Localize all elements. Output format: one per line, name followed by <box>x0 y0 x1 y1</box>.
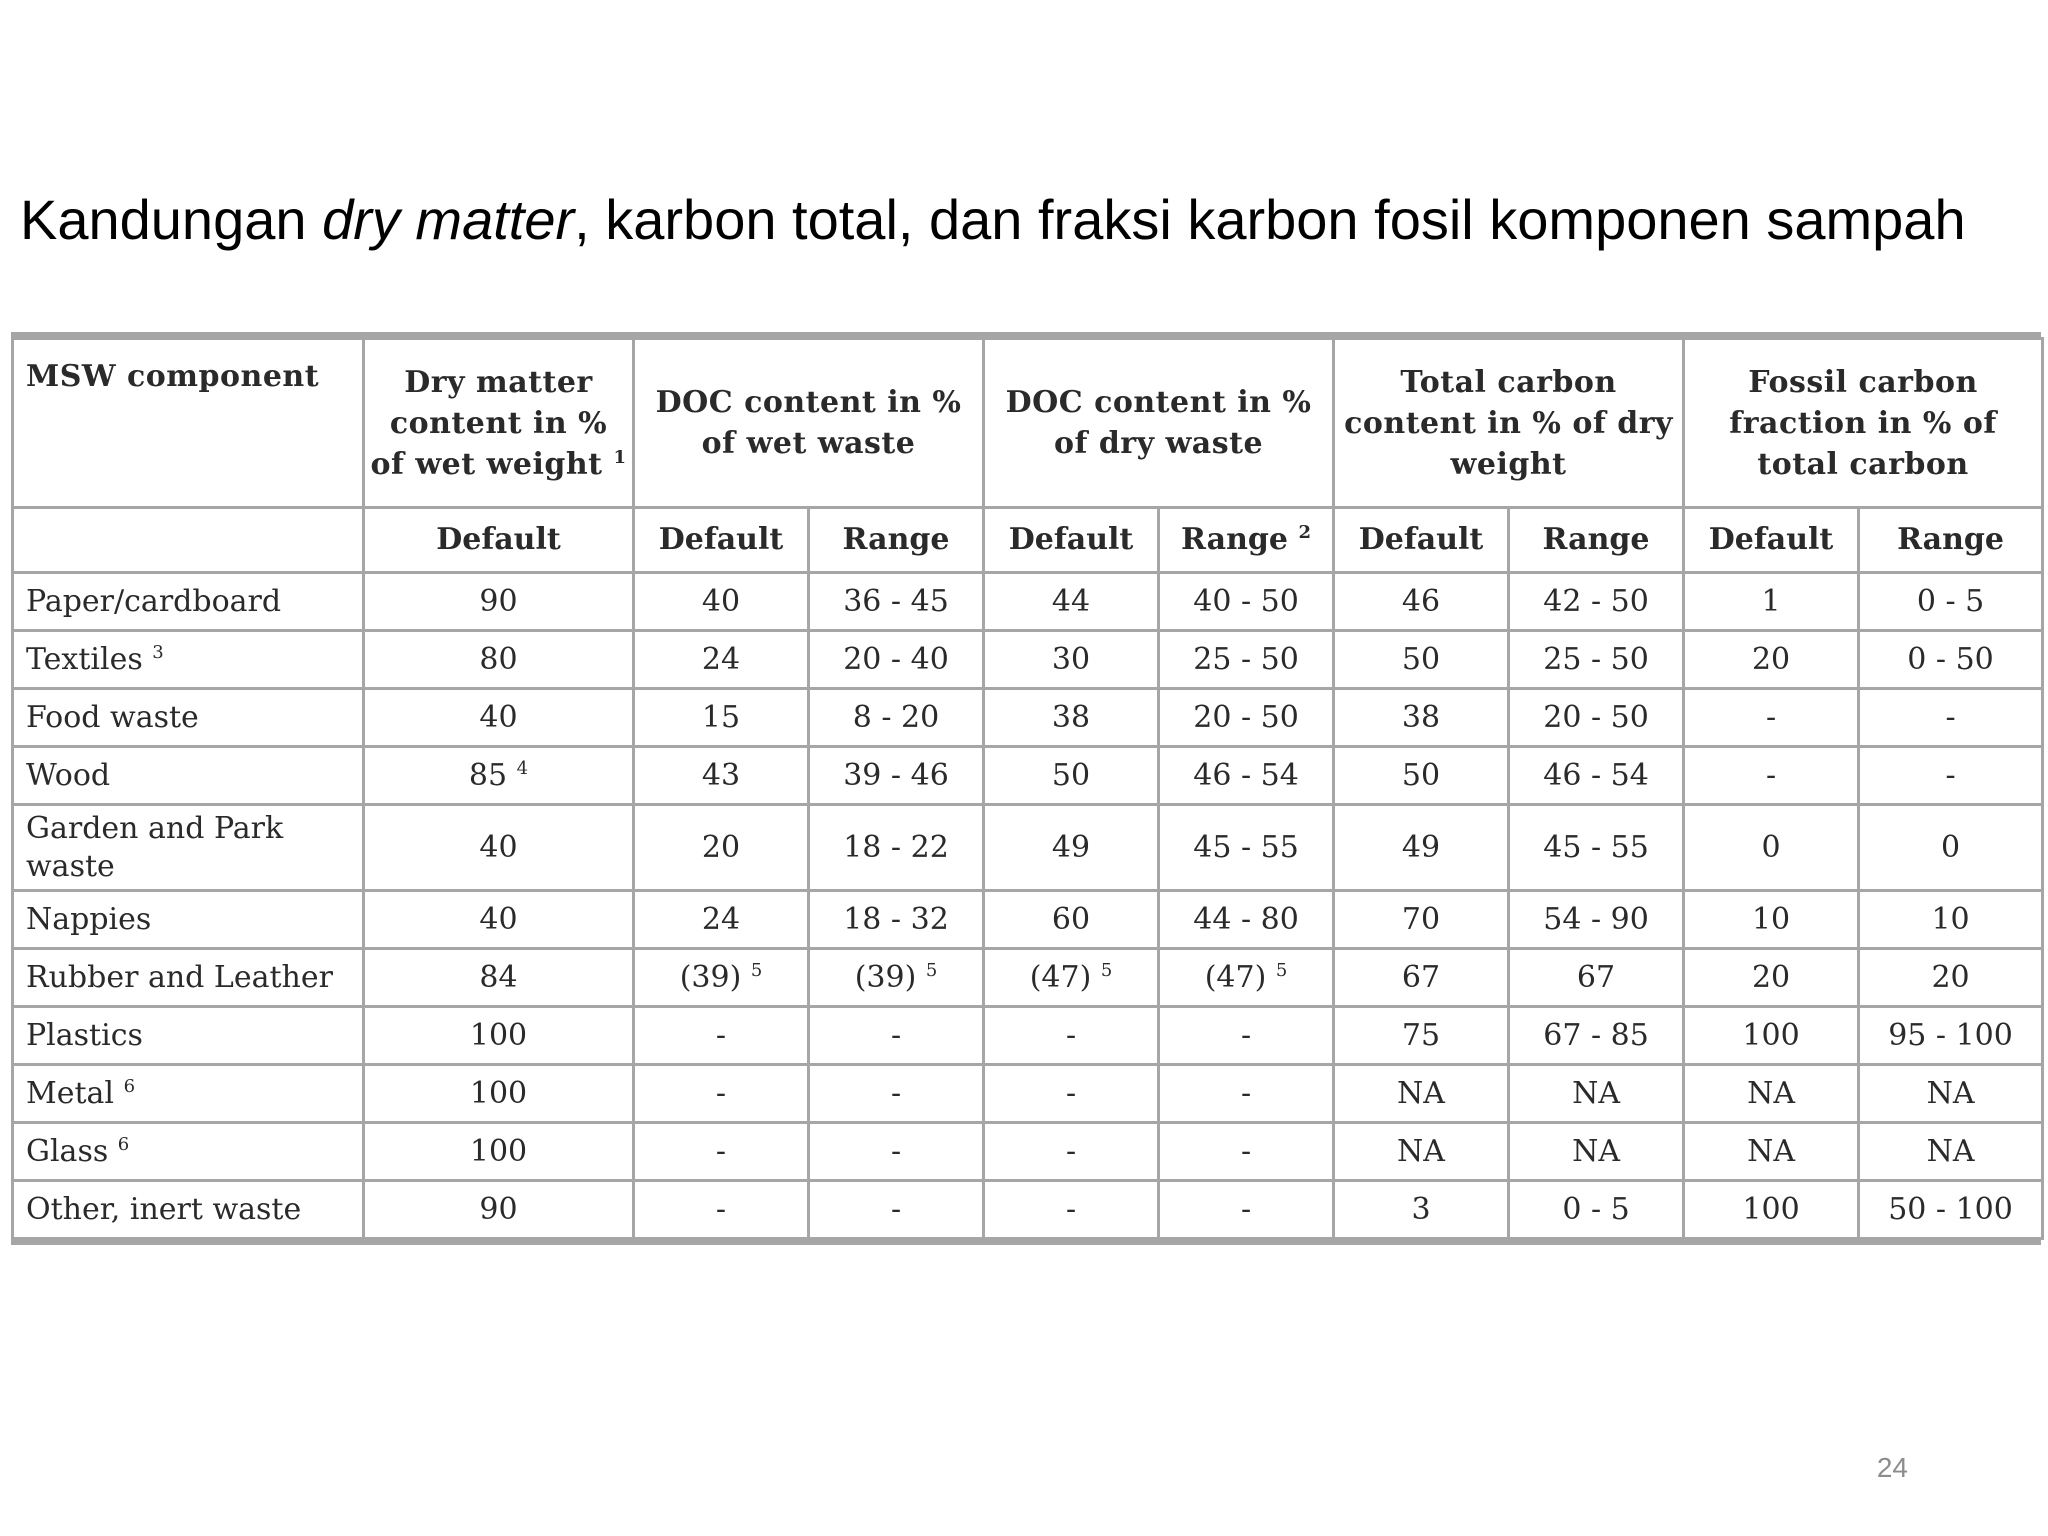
footnote-marker: 6 <box>117 1133 130 1155</box>
subheader-default: Default <box>364 508 634 573</box>
cell-doc-dry-default <box>984 1065 1159 1123</box>
cell-value: 20 <box>1751 641 1791 677</box>
cell-component-name <box>13 747 364 805</box>
footnote-marker: 1 <box>613 446 627 468</box>
cell-value: 18 - 22 <box>843 829 949 865</box>
cell-value: 46 - 54 <box>1543 757 1649 793</box>
cell-value: 0 <box>1940 829 1961 865</box>
cell-fossil-carbon-range <box>1859 949 2043 1007</box>
cell-dry-matter-default <box>364 805 634 891</box>
cell-value: 10 <box>1931 901 1970 937</box>
cell-value: - <box>1065 1017 1077 1053</box>
subheader-range: Range <box>809 508 984 573</box>
cell-value: - <box>715 1017 727 1053</box>
cell-value: - <box>715 1133 727 1169</box>
subheader-default: Default <box>984 508 1159 573</box>
cell-doc-wet-default <box>634 689 809 747</box>
cell-value: (39) <box>854 959 917 995</box>
cell-dry-matter-default <box>364 689 634 747</box>
cell-value: NA <box>1926 1075 1975 1111</box>
cell-value: 24 <box>701 641 741 677</box>
cell-value: 95 - 100 <box>1888 1017 2013 1053</box>
cell-value: 45 - 55 <box>1193 829 1299 865</box>
cell-fossil-carbon-default <box>1684 1181 1859 1239</box>
cell-dry-matter-default <box>364 1007 634 1065</box>
footnote-marker: 5 <box>1100 959 1113 981</box>
cell-doc-wet-range <box>809 805 984 891</box>
cell-value: Garden and Park waste <box>26 810 284 884</box>
table-row <box>13 1007 2043 1065</box>
cell-doc-dry-default <box>984 1123 1159 1181</box>
cell-fossil-carbon-default <box>1684 1065 1859 1123</box>
cell-value: Other, inert waste <box>26 1191 302 1227</box>
header-dry-matter <box>364 339 634 508</box>
cell-doc-dry-range <box>1159 747 1334 805</box>
cell-value: Nappies <box>26 901 152 937</box>
cell-total-carbon-default <box>1334 805 1509 891</box>
title-text-after: , karbon total, dan fraksi karbon fosil komponen sampah <box>574 188 1966 251</box>
cell-value: NA <box>1572 1133 1620 1169</box>
cell-fossil-carbon-default <box>1684 631 1859 689</box>
title-text-emphasis: dry matter <box>322 188 575 251</box>
cell-fossil-carbon-default <box>1684 573 1859 631</box>
footnote-marker: 3 <box>152 641 164 663</box>
footnote-marker: 2 <box>1298 522 1311 543</box>
cell-component-name <box>13 891 364 949</box>
cell-value: Food waste <box>26 699 199 735</box>
cell-doc-dry-range <box>1159 631 1334 689</box>
table-row <box>13 1181 2043 1239</box>
cell-value: 38 <box>1051 699 1091 735</box>
cell-value: 70 <box>1401 901 1441 937</box>
table-row <box>13 891 2043 949</box>
cell-value: - <box>1065 1191 1077 1227</box>
cell-doc-wet-range <box>809 1123 984 1181</box>
cell-fossil-carbon-default <box>1684 1123 1859 1181</box>
cell-value: 54 - 90 <box>1543 901 1649 937</box>
cell-fossil-carbon-range <box>1859 1181 2043 1239</box>
cell-doc-wet-default <box>634 805 809 891</box>
cell-total-carbon-range <box>1509 1065 1684 1123</box>
cell-value: 20 - 50 <box>1543 699 1649 735</box>
cell-value: 40 <box>479 901 518 937</box>
cell-fossil-carbon-range <box>1859 1065 2043 1123</box>
cell-fossil-carbon-default <box>1684 949 1859 1007</box>
cell-component-name <box>13 573 364 631</box>
cell-total-carbon-default <box>1334 1007 1509 1065</box>
cell-value: Metal <box>26 1075 115 1111</box>
cell-doc-dry-default <box>984 805 1159 891</box>
cell-value: 46 - 54 <box>1193 757 1299 793</box>
cell-doc-wet-default <box>634 949 809 1007</box>
cell-value: - <box>1945 699 1956 735</box>
cell-total-carbon-range <box>1509 631 1684 689</box>
cell-value: 49 <box>1051 829 1091 865</box>
cell-value: - <box>1065 1133 1077 1169</box>
cell-doc-dry-range <box>1159 891 1334 949</box>
cell-value: 20 - 50 <box>1193 699 1299 735</box>
cell-value: 25 - 50 <box>1193 641 1299 677</box>
cell-fossil-carbon-range <box>1859 631 2043 689</box>
header-total-carbon-text: Total carbon content in % of dry weight <box>1344 364 1673 482</box>
cell-fossil-carbon-range <box>1859 1123 2043 1181</box>
cell-doc-dry-range <box>1159 949 1334 1007</box>
cell-fossil-carbon-range <box>1859 805 2043 891</box>
cell-value: 75 <box>1401 1017 1441 1053</box>
cell-doc-wet-range <box>809 1007 984 1065</box>
cell-value: NA <box>1397 1133 1445 1169</box>
cell-value: 90 <box>479 583 518 619</box>
cell-value: NA <box>1926 1133 1975 1169</box>
cell-total-carbon-default <box>1334 1181 1509 1239</box>
cell-value: 67 - 85 <box>1543 1017 1649 1053</box>
cell-value: 24 <box>701 901 741 937</box>
footnote-marker: 5 <box>925 959 938 981</box>
footnote-marker: 4 <box>516 757 529 779</box>
cell-doc-wet-range <box>809 949 984 1007</box>
cell-doc-dry-default <box>984 891 1159 949</box>
cell-value: 67 <box>1576 959 1616 995</box>
cell-total-carbon-default <box>1334 631 1509 689</box>
cell-doc-dry-default <box>984 573 1159 631</box>
cell-doc-dry-default <box>984 631 1159 689</box>
cell-total-carbon-default <box>1334 689 1509 747</box>
cell-component-name <box>13 631 364 689</box>
header-doc-dry-text: DOC content in % of dry waste <box>1005 385 1312 461</box>
header-msw-component <box>13 339 364 508</box>
cell-fossil-carbon-default <box>1684 891 1859 949</box>
subheader-range-with-note <box>1159 508 1334 573</box>
cell-fossil-carbon-range <box>1859 573 2043 631</box>
cell-value: 40 <box>479 699 518 735</box>
cell-total-carbon-range <box>1509 805 1684 891</box>
cell-value: NA <box>1397 1075 1445 1111</box>
cell-value: 0 - 50 <box>1907 641 1994 677</box>
cell-component-name <box>13 949 364 1007</box>
cell-total-carbon-default <box>1334 891 1509 949</box>
cell-component-name <box>13 1123 364 1181</box>
cell-doc-wet-default <box>634 747 809 805</box>
cell-doc-wet-default <box>634 1181 809 1239</box>
cell-component-name <box>13 1065 364 1123</box>
cell-value: 44 <box>1051 583 1091 619</box>
subheader-default: Default <box>1334 508 1509 573</box>
cell-doc-wet-range <box>809 1181 984 1239</box>
cell-fossil-carbon-range <box>1859 689 2043 747</box>
cell-doc-dry-default <box>984 1007 1159 1065</box>
cell-value: 50 <box>1051 757 1091 793</box>
cell-component-name <box>13 805 364 891</box>
cell-value: - <box>1240 1191 1252 1227</box>
cell-value: 15 <box>701 699 741 735</box>
cell-total-carbon-default <box>1334 747 1509 805</box>
footnote-marker: 6 <box>123 1075 136 1097</box>
header-doc-wet <box>634 339 984 508</box>
cell-dry-matter-default <box>364 1123 634 1181</box>
cell-dry-matter-default <box>364 949 634 1007</box>
cell-value: 36 - 45 <box>843 583 949 619</box>
cell-component-name <box>13 1007 364 1065</box>
cell-value: 100 <box>469 1133 528 1169</box>
cell-doc-dry-range <box>1159 689 1334 747</box>
cell-value: 43 <box>701 757 741 793</box>
cell-value: 20 - 40 <box>843 641 949 677</box>
cell-value: Plastics <box>26 1017 143 1053</box>
cell-doc-wet-default <box>634 1007 809 1065</box>
subheader-range: Range <box>1509 508 1684 573</box>
header-doc-wet-text: DOC content in % of wet waste <box>655 385 962 461</box>
header-msw-component-text: MSW component <box>26 359 320 394</box>
table-row <box>13 1065 2043 1123</box>
subheader-range-text: Range <box>1181 522 1288 557</box>
cell-fossil-carbon-range <box>1859 891 2043 949</box>
cell-doc-dry-default <box>984 949 1159 1007</box>
cell-value: - <box>890 1075 902 1111</box>
cell-value: - <box>1765 699 1777 735</box>
cell-value: - <box>1765 757 1777 793</box>
cell-doc-wet-default <box>634 631 809 689</box>
subheader-default: Default <box>1684 508 1859 573</box>
cell-value: 100 <box>1742 1191 1800 1227</box>
cell-value: 0 - 5 <box>1562 1191 1630 1227</box>
cell-value: 20 <box>701 829 741 865</box>
slide-title <box>20 186 1966 254</box>
cell-doc-dry-range <box>1159 1181 1334 1239</box>
cell-doc-wet-range <box>809 747 984 805</box>
table-row <box>13 689 2043 747</box>
cell-value: 3 <box>1411 1191 1431 1227</box>
cell-value: 50 <box>1401 641 1441 677</box>
cell-value: 44 - 80 <box>1193 901 1299 937</box>
cell-value: Textiles <box>26 641 143 677</box>
cell-value: 18 - 32 <box>843 901 949 937</box>
cell-value: 100 <box>469 1075 528 1111</box>
cell-doc-wet-default <box>634 891 809 949</box>
table-row <box>13 631 2043 689</box>
cell-dry-matter-default <box>364 573 634 631</box>
cell-value: 49 <box>1401 829 1441 865</box>
cell-doc-wet-range <box>809 1065 984 1123</box>
footnote-marker: 5 <box>750 959 763 981</box>
header-total-carbon <box>1334 339 1684 508</box>
cell-total-carbon-range <box>1509 949 1684 1007</box>
cell-value: - <box>890 1017 902 1053</box>
title-text-before: Kandungan <box>20 188 323 251</box>
cell-doc-dry-default <box>984 689 1159 747</box>
cell-fossil-carbon-default <box>1684 689 1859 747</box>
cell-doc-wet-range <box>809 631 984 689</box>
header-fossil-carbon <box>1684 339 2043 508</box>
cell-value: 50 - 100 <box>1888 1191 2013 1227</box>
cell-value: 0 <box>1761 829 1781 865</box>
cell-value: Wood <box>26 757 111 793</box>
header-dry-matter-text: Dry matter content in % of wet weight <box>370 364 608 482</box>
cell-value: 30 <box>1051 641 1091 677</box>
cell-value: - <box>890 1191 902 1227</box>
cell-value: - <box>1945 757 1956 793</box>
cell-fossil-carbon-default <box>1684 747 1859 805</box>
header-doc-dry <box>984 339 1334 508</box>
table-row <box>13 573 2043 631</box>
cell-doc-dry-default <box>984 747 1159 805</box>
cell-value: 1 <box>1761 583 1781 619</box>
msw-carbon-table-frame <box>11 332 2041 1245</box>
cell-doc-dry-default <box>984 1181 1159 1239</box>
cell-value: 100 <box>469 1017 528 1053</box>
cell-doc-dry-range <box>1159 573 1334 631</box>
subheader-empty <box>13 508 364 573</box>
cell-doc-wet-range <box>809 573 984 631</box>
cell-value: 10 <box>1751 901 1791 937</box>
cell-fossil-carbon-range <box>1859 747 2043 805</box>
cell-component-name <box>13 1181 364 1239</box>
cell-value: - <box>1065 1075 1077 1111</box>
cell-doc-dry-range <box>1159 1065 1334 1123</box>
cell-fossil-carbon-range <box>1859 1007 2043 1065</box>
cell-value: 40 <box>701 583 741 619</box>
cell-value: 8 - 20 <box>852 699 940 735</box>
cell-value: 0 - 5 <box>1916 583 1985 619</box>
cell-doc-wet-default <box>634 573 809 631</box>
cell-value: Glass <box>26 1133 109 1169</box>
cell-value: 20 <box>1751 959 1791 995</box>
cell-value: 50 <box>1401 757 1441 793</box>
table-row <box>13 805 2043 891</box>
cell-value: - <box>715 1075 727 1111</box>
header-row <box>13 339 2043 508</box>
cell-total-carbon-range <box>1509 747 1684 805</box>
cell-total-carbon-range <box>1509 689 1684 747</box>
cell-doc-wet-default <box>634 1065 809 1123</box>
cell-value: - <box>715 1191 727 1227</box>
cell-value: (47) <box>1029 959 1092 995</box>
footnote-marker: 5 <box>1275 959 1288 981</box>
cell-value: NA <box>1747 1075 1795 1111</box>
cell-fossil-carbon-default <box>1684 805 1859 891</box>
cell-dry-matter-default <box>364 1181 634 1239</box>
cell-value: 100 <box>1742 1017 1800 1053</box>
cell-doc-dry-range <box>1159 1123 1334 1181</box>
cell-value: 60 <box>1051 901 1091 937</box>
cell-value: 39 - 46 <box>843 757 949 793</box>
cell-value: - <box>1240 1133 1252 1169</box>
table-body <box>13 573 2043 1239</box>
cell-value: Rubber and Leather <box>26 959 333 995</box>
cell-total-carbon-default <box>1334 949 1509 1007</box>
cell-total-carbon-range <box>1509 891 1684 949</box>
cell-value: - <box>1240 1075 1252 1111</box>
msw-carbon-table <box>11 337 2044 1240</box>
cell-value: NA <box>1572 1075 1620 1111</box>
table-row <box>13 1123 2043 1181</box>
cell-value: 84 <box>479 959 518 995</box>
cell-total-carbon-range <box>1509 1123 1684 1181</box>
cell-value: 38 <box>1401 699 1441 735</box>
cell-dry-matter-default <box>364 631 634 689</box>
cell-value: 67 <box>1401 959 1441 995</box>
cell-value: 40 - 50 <box>1193 583 1299 619</box>
cell-value: 25 - 50 <box>1543 641 1649 677</box>
cell-total-carbon-range <box>1509 1181 1684 1239</box>
cell-value: 90 <box>479 1191 518 1227</box>
cell-total-carbon-default <box>1334 1123 1509 1181</box>
cell-value: 46 <box>1401 583 1441 619</box>
cell-value: (39) <box>679 959 742 995</box>
cell-value: (47) <box>1204 959 1267 995</box>
cell-component-name <box>13 689 364 747</box>
cell-doc-dry-range <box>1159 805 1334 891</box>
cell-total-carbon-default <box>1334 1065 1509 1123</box>
cell-value: - <box>1240 1017 1252 1053</box>
cell-doc-wet-range <box>809 689 984 747</box>
cell-total-carbon-default <box>1334 573 1509 631</box>
subheader-row <box>13 508 2043 573</box>
subheader-default: Default <box>634 508 809 573</box>
table-row <box>13 949 2043 1007</box>
cell-value: 40 <box>479 829 518 865</box>
cell-value: 85 <box>468 757 508 793</box>
cell-doc-dry-range <box>1159 1007 1334 1065</box>
cell-dry-matter-default <box>364 891 634 949</box>
cell-doc-wet-default <box>634 1123 809 1181</box>
cell-value: NA <box>1747 1133 1795 1169</box>
cell-value: - <box>890 1133 902 1169</box>
subheader-range: Range <box>1859 508 2043 573</box>
cell-value: 45 - 55 <box>1543 829 1649 865</box>
table-row <box>13 747 2043 805</box>
cell-dry-matter-default <box>364 1065 634 1123</box>
header-fossil-carbon-text: Fossil carbon fraction in % of total carbon <box>1729 364 1997 482</box>
cell-value: 80 <box>479 641 518 677</box>
cell-total-carbon-range <box>1509 573 1684 631</box>
cell-dry-matter-default <box>364 747 634 805</box>
cell-doc-wet-range <box>809 891 984 949</box>
page-number: 24 <box>1876 1452 1908 1483</box>
cell-total-carbon-range <box>1509 1007 1684 1065</box>
cell-fossil-carbon-default <box>1684 1007 1859 1065</box>
cell-value: 20 <box>1931 959 1970 995</box>
cell-value: 42 - 50 <box>1543 583 1649 619</box>
cell-value: Paper/cardboard <box>26 583 282 619</box>
